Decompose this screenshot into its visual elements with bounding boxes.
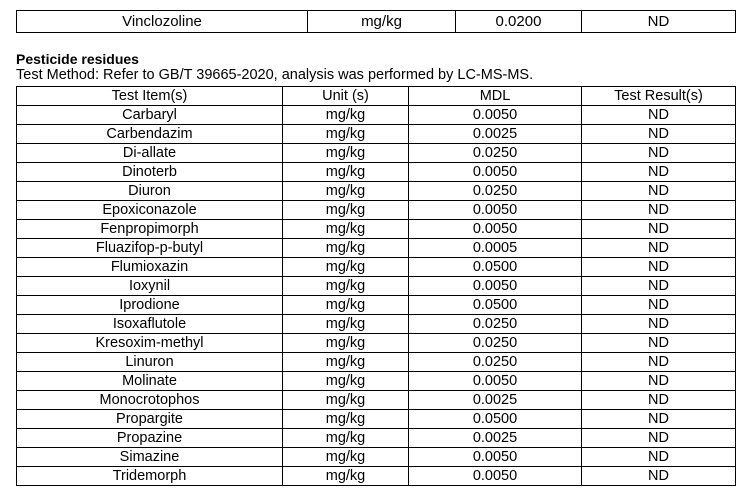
table-row bbox=[17, 448, 736, 467]
section-heading: Pesticide residues bbox=[16, 51, 139, 67]
result-cell: ND bbox=[582, 201, 736, 220]
result-cell: ND bbox=[582, 106, 736, 125]
table-row bbox=[17, 315, 736, 334]
test-item-cell: Propazine bbox=[17, 429, 283, 448]
unit-cell: mg/kg bbox=[283, 277, 409, 296]
unit-cell: mg/kg bbox=[283, 239, 409, 258]
table-row bbox=[17, 125, 736, 144]
test-item-cell: Diuron bbox=[17, 182, 283, 201]
mdl-cell: 0.0250 bbox=[409, 353, 582, 372]
mdl-cell: 0.0025 bbox=[409, 125, 582, 144]
test-item-cell: Molinate bbox=[17, 372, 283, 391]
mdl-cell: 0.0250 bbox=[409, 315, 582, 334]
test-item-cell: Dinoterb bbox=[17, 163, 283, 182]
unit-cell: mg/kg bbox=[283, 410, 409, 429]
mdl-cell: 0.0250 bbox=[409, 334, 582, 353]
mdl-cell: 0.0050 bbox=[409, 106, 582, 125]
unit-cell: mg/kg bbox=[283, 296, 409, 315]
test-item-cell: Kresoxim-methyl bbox=[17, 334, 283, 353]
result-cell: ND bbox=[582, 11, 736, 33]
mdl-cell: 0.0200 bbox=[456, 11, 582, 33]
pesticide-residues-table bbox=[16, 86, 736, 486]
test-item-cell: Linuron bbox=[17, 353, 283, 372]
mdl-cell: 0.0050 bbox=[409, 220, 582, 239]
table-row bbox=[17, 353, 736, 372]
test-item-cell: Carbendazim bbox=[17, 125, 283, 144]
result-cell: ND bbox=[582, 277, 736, 296]
unit-cell: mg/kg bbox=[283, 201, 409, 220]
test-method-text: Test Method: Refer to GB/T 39665-2020, analysis was performed by LC-MS-MS. bbox=[16, 67, 534, 83]
test-item-cell: Simazine bbox=[17, 448, 283, 467]
test-item-cell: Iprodione bbox=[17, 296, 283, 315]
unit-cell: mg/kg bbox=[283, 429, 409, 448]
table-row bbox=[17, 220, 736, 239]
unit-cell: mg/kg bbox=[283, 125, 409, 144]
table-row bbox=[17, 429, 736, 448]
unit-cell: mg/kg bbox=[283, 144, 409, 163]
test-item-cell: Epoxiconazole bbox=[17, 201, 283, 220]
result-cell: ND bbox=[582, 163, 736, 182]
unit-cell: mg/kg bbox=[283, 448, 409, 467]
unit-cell: mg/kg bbox=[283, 220, 409, 239]
result-cell: ND bbox=[582, 182, 736, 201]
result-cell: ND bbox=[582, 372, 736, 391]
result-cell: ND bbox=[582, 353, 736, 372]
test-item-cell: Fenpropimorph bbox=[17, 220, 283, 239]
unit-cell: mg/kg bbox=[283, 391, 409, 410]
table-row bbox=[17, 182, 736, 201]
test-item-cell: Tridemorph bbox=[17, 467, 283, 486]
mdl-cell: 0.0250 bbox=[409, 144, 582, 163]
result-cell: ND bbox=[582, 467, 736, 486]
table-row bbox=[17, 201, 736, 220]
result-cell: ND bbox=[582, 391, 736, 410]
mdl-cell: 0.0050 bbox=[409, 163, 582, 182]
result-cell: ND bbox=[582, 258, 736, 277]
unit-cell: mg/kg bbox=[283, 106, 409, 125]
unit-cell: mg/kg bbox=[308, 11, 456, 33]
table-header-row bbox=[17, 87, 736, 106]
column-header-unit: Unit (s) bbox=[283, 87, 409, 106]
table-row bbox=[17, 239, 736, 258]
table-row bbox=[17, 372, 736, 391]
test-item-cell: Ioxynil bbox=[17, 277, 283, 296]
previous-results-table bbox=[16, 10, 736, 33]
column-header-result: Test Result(s) bbox=[582, 87, 736, 106]
mdl-cell: 0.0050 bbox=[409, 467, 582, 486]
result-cell: ND bbox=[582, 239, 736, 258]
unit-cell: mg/kg bbox=[283, 258, 409, 277]
mdl-cell: 0.0025 bbox=[409, 391, 582, 410]
mdl-cell: 0.0050 bbox=[409, 201, 582, 220]
test-item-cell: Vinclozoline bbox=[17, 11, 308, 33]
test-item-cell: Isoxaflutole bbox=[17, 315, 283, 334]
table-row bbox=[17, 410, 736, 429]
table-row bbox=[17, 163, 736, 182]
test-item-cell: Propargite bbox=[17, 410, 283, 429]
result-cell: ND bbox=[582, 296, 736, 315]
table-row bbox=[17, 467, 736, 486]
table-row bbox=[17, 334, 736, 353]
mdl-cell: 0.0250 bbox=[409, 182, 582, 201]
mdl-cell: 0.0500 bbox=[409, 410, 582, 429]
test-item-cell: Fluazifop-p-butyl bbox=[17, 239, 283, 258]
table-row bbox=[17, 11, 736, 33]
result-cell: ND bbox=[582, 410, 736, 429]
column-header-mdl: MDL bbox=[409, 87, 582, 106]
table-row bbox=[17, 277, 736, 296]
mdl-cell: 0.0500 bbox=[409, 296, 582, 315]
table-row bbox=[17, 391, 736, 410]
unit-cell: mg/kg bbox=[283, 353, 409, 372]
table-row bbox=[17, 258, 736, 277]
unit-cell: mg/kg bbox=[283, 182, 409, 201]
mdl-cell: 0.0025 bbox=[409, 429, 582, 448]
mdl-cell: 0.0050 bbox=[409, 277, 582, 296]
test-item-cell: Di-allate bbox=[17, 144, 283, 163]
mdl-cell: 0.0050 bbox=[409, 448, 582, 467]
test-item-cell: Monocrotophos bbox=[17, 391, 283, 410]
test-item-cell: Flumioxazin bbox=[17, 258, 283, 277]
mdl-cell: 0.0500 bbox=[409, 258, 582, 277]
unit-cell: mg/kg bbox=[283, 163, 409, 182]
table-row bbox=[17, 296, 736, 315]
result-cell: ND bbox=[582, 448, 736, 467]
column-header-test-item: Test Item(s) bbox=[17, 87, 283, 106]
mdl-cell: 0.0005 bbox=[409, 239, 582, 258]
unit-cell: mg/kg bbox=[283, 372, 409, 391]
unit-cell: mg/kg bbox=[283, 315, 409, 334]
test-item-cell: Carbaryl bbox=[17, 106, 283, 125]
result-cell: ND bbox=[582, 220, 736, 239]
result-cell: ND bbox=[582, 144, 736, 163]
unit-cell: mg/kg bbox=[283, 467, 409, 486]
mdl-cell: 0.0050 bbox=[409, 372, 582, 391]
result-cell: ND bbox=[582, 334, 736, 353]
table-row bbox=[17, 106, 736, 125]
result-cell: ND bbox=[582, 125, 736, 144]
table-row bbox=[17, 144, 736, 163]
result-cell: ND bbox=[582, 429, 736, 448]
result-cell: ND bbox=[582, 315, 736, 334]
unit-cell: mg/kg bbox=[283, 334, 409, 353]
